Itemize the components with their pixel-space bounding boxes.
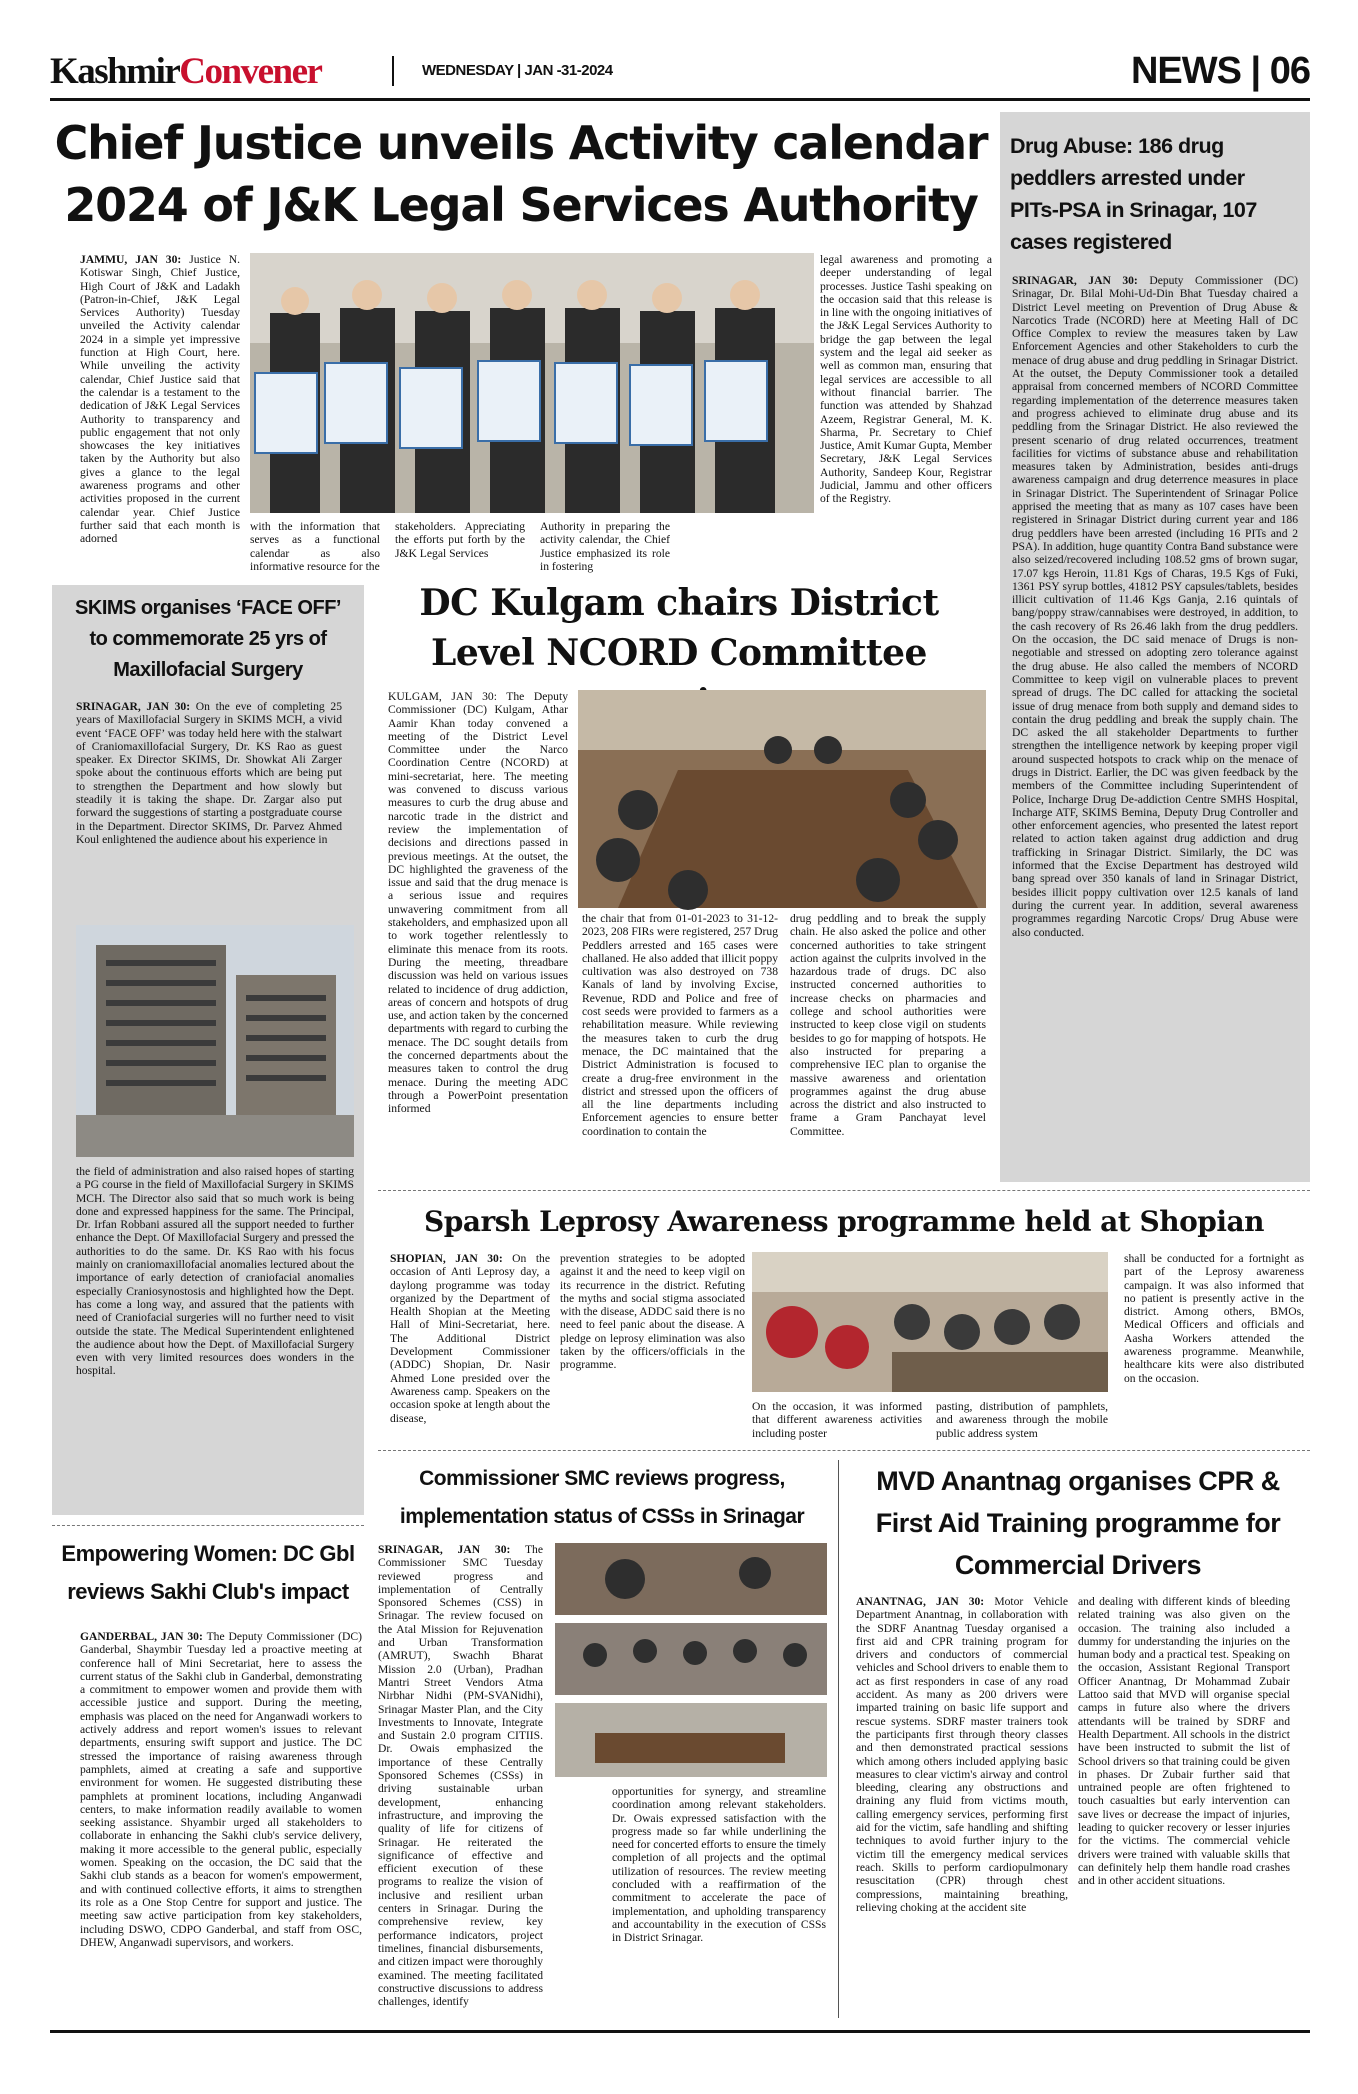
smc-col-2: opportunities for synergy, and streamline coordination among relevant stakeholders. Dr. Owais expressed satisfaction with the progress made so far while underlining the need for concerted efforts to ensure the timely completion of all projects and the optimal utilization of resources. The review meeting concluded with a reaffirmation of the commitment to accelerate the pace of implementation, and upholding transparency and accountability in the execution of CSSs in District Srinagar.	[612, 1785, 826, 1945]
sakhi-body	[80, 1630, 362, 2020]
smc-review-photos	[555, 1543, 827, 1777]
column-rule	[838, 1460, 839, 2018]
dateline: GANDERBAL, JAN 30:	[80, 1630, 203, 1643]
article-text: On the eve of completing 25 years of Maxillofacial Surgery in SKIMS MCH, a vivid event ‘FACE OFF’ was today held here with the stalwart of Craniomaxillofacial Surgery, Dr. KS Rao as guest speaker. Ex Director SKIMS, Dr. Showkat Ali Zarger spoke about the continuous efforts which are being put to strengthen the Department and how slowly but steadily it is taking the shape. Dr. Zargar also put forward the suggestions of starting a postgraduate course in the Department. Director SKIMS, Dr. Parvez Ahmed Koul enlightened the audience about his experience in	[76, 700, 342, 846]
headline-chief-justice: Chief Justice unveils Activity calendar 2024 of J&K Legal Services Authority	[54, 116, 988, 232]
skims-body-bottom: the field of administration and also raised hopes of starting a PG course in the field of Maxillofacial Surgery in SKIMS MCH. The Director also said that so much work is being done and expressed happiness for the same. The Principal, Dr. Irfan Robbani assured all the support needed to further enhance the Dept. Of Maxillofacial Surgery and pressed the authorities to do the same. Dr. KS Rao with his focus mainly on craniomaxillofacial anomalies lectured about the importance of early detection of craniofacial anomalies especially Craniosynostosis and highlighted how the Dept. has come a long way, and assured that the patients with need of Craniofacial surgeries will no further need to visit outside the state. The Medical Superintendent enlightened the audience about how the Dept. of Maxillofacial Surgery even with very limited resources does wonders in the hospital.	[76, 1165, 354, 1378]
article-text: Deputy Commissioner (DC) Srinagar, Dr. Bilal Mohi-Ud-Din Bhat Tuesday chaired a District Level meeting on Prevention of Drug Abuse & Narcotics Trade (NCORD) here at Meeting Hall of DC Office Complex to review the measures taken by Law Enforcement Agencies and other Stakeholders to curb the menace of drug abuse and drug peddling in Srinagar District. At the outset, the Deputy Commissioner took a detailed appraisal from concerned members of NCORD Committee regarding implementation of the deterrence measures taken and progress achieved to eliminate drug abuse and its peddling from the Srinagar District. He also reviewed the present scenario of drug related occurrences, treatment facilities for victims of substance abuse and rehabilitation measures taken by Administration, besides anti-drugs awareness campaign and drug deterrence measures in place in Srinagar District. The Superintendent of Srinagar Police apprised the meeting that as many as 107 cases have been registered in Srinagar District during current year and 186 drug peddlers have been arrested (including 16 PITs and 2 PSA). In addition, huge quantity Contra Band substance were also seized/recovered including 108.52 gms of brown sugar, 17.07 kgs Heroin, 11.81 Kgs of Charas, 19.5 Kgs of Fuki, 1361 PSY syrup bottles, 41812 PSY capsules/tablets, besides illicit cultivation of 11.46 Kgs Ganja, 2.16 quintals of bang/poppy straw/cannabises were destroyed, in addition, to the cash recovery of Rs 26.46 lakh from the drug peddlers. On the occasion, the DC said menace of Drugs is non-negotiable and stressed on adopting zero tolerance against the drug abuse. He also called the members of NCORD Committee to keep vigil on vulnerable places to prevent spread of drugs. The DC called for attacking the societal issue of drug menace from both supply and demand sides to contain the drug peddling and break the supply chain. The DC asked the all stakeholder Departments to further strengthen the intelligence network by keeping proper vigil around suspected hotspots to crack whip on the menace of drugs in District. Earlier, the DC was given feedback by the members of the Committee including Superintendent of Police, Incharge Drug De-addiction Centre SMHS Hospital, Incharge ATF, SKIMS Bemina, Deputy Drug Controller and other enforcement agencies, who presented the latest report related to action taken against drug addiction and drug trafficking in Srinagar District. Similarly, the DC was informed that the Excise Department has destroyed wild bang spread over 350 kanals of land in Srinagar District, besides illicit poppy cultivation over 12.5 kanals of land during the current year. In addition, several awareness programmes regarding Narcotic Crops/ Drug Abuse were also conducted.	[1012, 274, 1298, 939]
headline-smc: Commissioner SMC reviews progress, implementation status of CSSs in Srinagar	[399, 1467, 805, 1528]
skims-body-top	[76, 700, 342, 920]
leprosy-programme-photo	[752, 1252, 1108, 1392]
masthead-separator	[392, 56, 394, 86]
dateline: SRINAGAR, JAN 30:	[76, 700, 191, 713]
masthead-rule	[50, 98, 1310, 101]
photo-illustration	[250, 253, 814, 513]
photo-illustration	[752, 1252, 1108, 1392]
article-text: Justice N. Kotiswar Singh, Chief Justice, High Court of J&K and Ladakh (Patron-in-Chief, J&K Legal Services Authority) Tuesday unveiled the Activity calendar 2024 in a simple yet impressive function at High Court, here. While unveiling the activity calendar, Chief Justice said that the calendar is a testament to the dedication of J&K Legal Services Authority to transparency and public engagement that not only showcases the key initiatives taken by the Authority but also gives a glance to the legal awareness programs and other activities proposed in the current calendar year. Chief Justice further said that each month is adorned	[80, 253, 241, 546]
sparsh-col-4: pasting, distribution of pamphlets, and awareness through the mobile public address system	[936, 1400, 1108, 1440]
brand-part-1: Kashmir	[50, 51, 180, 92]
headline-sparsh: Sparsh Leprosy Awareness programme held at Shopian	[424, 1205, 1264, 1238]
skims-building-photo	[76, 925, 354, 1157]
mvd-col-2: and dealing with different kinds of bleeding related training was also given on the occasion. The training also included a dummy for understanding the injuries on the human body and a practical test. Speaking on the occasion, Assistant Regional Transport Officer Anantnag, Dr Mohammad Zubair Lattoo said that MVD will organise special camps in future also where the drivers attendants will be trained by SDRF and Health Department. All schools in the district have been instructed to submit the list of School drivers so that training could be given in phases. Dr Zubair further said that untrained people are often frightened to touch casualties but early intervention can save lives or decrease the impact of injuries, leading to quicker recovery or lesser injuries for the victims. The commercial vehicle drivers were trained with valuable skills that can definitely help them handle road crashes and in other accident situations.	[1078, 1595, 1290, 1888]
calendar-unveiling-photo	[250, 253, 814, 513]
headline-kulgam: DC Kulgam chairs District Level NCORD Committee	[419, 582, 939, 674]
brand-logo	[50, 52, 380, 92]
sparsh-col-5: shall be conducted for a fortnight as part of the Leprosy awareness campaign. It was also informed that no patient is presently active in the district. Among others, BMOs, Medical Officers and officials and Aasha Workers attended the awareness programme. Meanwhile, healthcare kits were also distributed on the occasion.	[1124, 1252, 1304, 1385]
issue-date: WEDNESDAY | JAN -31-2024	[422, 62, 613, 79]
drug-abuse-body	[1012, 274, 1298, 1174]
article-text: The Deputy Commissioner (DC) Ganderbal, Shaymbir Tuesday led a proactive meeting at conference hall of Mini Secretariat, here to assess the current status of the Sakhi club in Ganderbal, demonstrating a commitment to empower women and provide them with accessible justice and support. During the meeting, emphasis was placed on the need for Anganwadi workers to actively address and report women's issues to relevant departments, ensuring swift support and justice. The DC stressed the importance of raising awareness through pamphlets, aimed at creating a safe and supportive environment for women. He suggested distributing these pamphlets at prominent locations, including Anganwadi centers, to make information readily available to women seeking assistance. Shyambir urged all stakeholders to collaborate in enhancing the Sakhi club's service delivery, making it more accessible to the general public, especially women. Speaking on the occasion, the DC said that the Sakhi club stands as a beacon for women's empowerment, and with continued collective efforts, it aims to strengthen its role as a One Stop Centre for support and justice. The meeting saw active participation from key stakeholders, including DSWO, CDPO Ganderbal, and staff from OSC, DHEW, Anganwadi supervisors, and workers.	[80, 1630, 362, 1949]
headline-skims: SKIMS organises ‘FACE OFF’ to commemorate 25 yrs of Maxillofacial Surgery	[75, 597, 341, 681]
article-text: On the occasion of Anti Leprosy day, a daylong programme was today organized by the Department of Health Shopian at the Meeting Hall of Mini-Secretariat, here. The Additional District Development Commissioner (ADDC) Shopian, Dr. Nasir Ahmed Lone presided over the Awareness camp. Speakers on the occasion spoke at length about the disease,	[390, 1252, 550, 1425]
headline-mvd: MVD Anantnag organises CPR & First Aid Training programme for Commercial Drivers	[875, 1466, 1281, 1580]
sparsh-col-1	[390, 1252, 550, 1438]
dateline: ANANTNAG, JAN 30:	[856, 1595, 985, 1608]
photo-illustration	[578, 690, 986, 908]
dateline: JAMMU, JAN 30:	[80, 253, 182, 266]
skims-box	[52, 585, 364, 1515]
divider	[378, 1450, 1310, 1451]
ncord-meeting-photo	[578, 690, 986, 908]
divider	[378, 1190, 1310, 1191]
chief-justice-col-4: Authority in preparing the activity calendar, the Chief Justice emphasized its role in fostering	[540, 520, 670, 573]
footer-rule	[50, 2030, 1310, 2033]
article-text: The Commissioner SMC Tuesday reviewed progress and implementation of Centrally Sponsored Schemes (CSS) in Srinagar. The review focused on the Atal Mission for Rejuvenation and Urban Transformation (AMRUT), Swachh Bharat Mission 2.0 (Urban), Pradhan Mantri Street Vendors Atma Nirbhar Nidhi (PM-SVANidhi), Srinagar Master Plan, and the City Investments to Innovate, Integrate and Sustain 2.0 program CITIIS. Dr. Owais emphasized the importance of these Centrally Sponsored Schemes (CSSs) in driving sustainable urban development, enhancing infrastructure, and improving the quality of life for citizens of Srinagar. He reiterated the significance of effective and efficient execution of these programs to realize the vision of inclusive and resilient urban centers in Srinagar. During the comprehensive review, key performance indicators, project timelines, financial disbursements, and citizen impact were thoroughly examined. The meeting facilitated constructive discussions to address challenges, identify	[378, 1543, 543, 2009]
kulgam-col-3: drug peddling and to break the supply chain. He also asked the police and other concerned authorities to take stringent action against the culprits involved in the hazardous trade of drugs. DC also instructed concerned authorities to increase checks on pharmacies and college and school authorities were instructed to keep close vigil on students besides to go for mapping of hotspots. He also instructed for preparing a comprehensive IEC plan to organise the massive awareness and orientation programmes against the drug abuse across the district and also instructed to frame a Gram Panchayat level Committee.	[790, 912, 986, 1138]
chief-justice-col-3: stakeholders. Appreciating the efforts put forth by the J&K Legal Services	[395, 520, 525, 560]
masthead	[50, 46, 1310, 98]
kulgam-col-2: the chair that from 01-01-2023 to 31-12-2023, 208 FIRs were registered, 257 Drug Peddlers arrested and 165 cases were challaned. He also added that illicit poppy cultivation was also destroyed on 738 Kanals of land by involving Excise, Revenue, RDD and Police and free of cost seeds were provided to farmers as a rehabilitation measure. While reviewing the measures taken to curb the drug menace, the DC maintained that the District Administration is focused to create a drug-free environment in the district and stressed upon the officers of all the line departments including Enforcement agencies to ensure better coordination to contain the	[582, 912, 778, 1138]
divider	[52, 1525, 364, 1526]
photo-illustration	[555, 1543, 827, 1777]
smc-col-1	[378, 1543, 543, 2018]
kulgam-col-1: KULGAM, JAN 30: The Deputy Commissioner (DC) Kulgam, Athar Aamir Khan today convened a meeting of the District Level Committee under the Narco Coordination Centre (NCORD) at mini-secretariat, here. The meeting was convened to discuss various measures to curb the drug abuse and narcotic trade in the district and review the implementation of decisions and directions passed in previous meetings. At the outset, the DC highlighted the graveness of the issue and said that the drug menace is a serious issue and requires unwavering commitment from all stakeholders, and emphasized upon all to work together relentlessly to eliminate this menace from its roots. During the meeting, threadbare discussion was held on various issues related to incidence of drug addiction, areas of concern and hotspots of drug use, and action taken by the concerned departments with regard to curbing the menace. The DC sought details from the concerned departments about the measures taken to control the drug menace. During the meeting ADC through a PowerPoint presentation informed	[388, 690, 568, 1116]
chief-justice-col-2: with the information that serves as a functional calendar as also informative resource for the	[250, 520, 380, 573]
brand-part-2: Convener	[179, 51, 322, 92]
headline-drug-abuse: Drug Abuse: 186 drug peddlers arrested under PITs-PSA in Srinagar, 107 cases registered	[1010, 134, 1257, 254]
dateline: SRINAGAR, JAN 30:	[1012, 274, 1138, 287]
sparsh-col-2: prevention strategies to be adopted against it and the need to keep vigil on its recurrence in the district. Refuting the myths and social stigma associated with the disease, ADDC said there is no need to feel panic about the disease. A pledge on leprosy elimination was also taken by the officers/officials in the programme.	[560, 1252, 745, 1372]
drug-abuse-box	[1000, 112, 1310, 1182]
article-text: Motor Vehicle Department Anantnag, in collaboration with the SDRF Anantnag Tuesday organised a first aid and CPR training program for drivers and conductors of commercial vehicles and School drivers to enable them to act as first responders in case of any road accident. As many as 200 drivers were imparted training on basic life support and rescue systems. SDRF master trainers took the participants first through theory classes and then demonstrated practical sessions which among others included applying basic measures to clear victim's airway and control bleeding, clearing any obstructions and draining any fluid from victims mouth, calling emergency services, performing first aid for the victim, safe handling and shifting techniques to avoid further injury to the victim till the emergency medical services reach. Skills to perform cardiopulmonary resuscitation (CPR) through chest compressions, maintaining breathing, relieving choking at the accident site	[856, 1595, 1068, 1914]
section-label: NEWS | 06	[1130, 50, 1310, 92]
chief-justice-col-1	[80, 253, 240, 593]
sparsh-col-3: On the occasion, it was informed that different awareness activities including poster	[752, 1400, 922, 1440]
headline-sakhi: Empowering Women: DC Gbl reviews Sakhi Club's impact	[61, 1541, 355, 1604]
mvd-col-1	[856, 1595, 1068, 2019]
photo-illustration	[76, 925, 354, 1157]
chief-justice-col-5: legal awareness and promoting a deeper understanding of legal processes. Justice Tashi speaking on the occasion said that this release is in line with the ongoing initiatives of the J&K Legal Services Authority to bridge the gap between the legal system and the legal aid seeker as well as common man, ensuring that legal services are accessible to all without financial barrier. The function was attended by Shahzad Azeem, Registrar General, M. K. Sharma, Pr. Secretary to Chief Justice, Amit Kumar Gupta, Member Secretary, J&K Legal Services Authority, Sandeep Kour, Registrar Judicial, Jammu and other officers of the Registry.	[820, 253, 992, 506]
dateline: SRINAGAR, JAN 30:	[378, 1543, 511, 1556]
dateline: SHOPIAN, JAN 30:	[390, 1252, 503, 1265]
